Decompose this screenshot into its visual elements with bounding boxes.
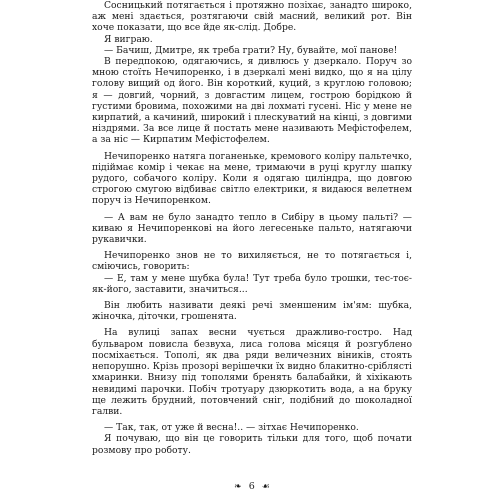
paragraph-10: На вулиці запах весни чується дражливо-гостро. Над бульваром повисла безвуха, лиса голова місяця й розгублено посміхається. Тополі, як два ряди величезних віників, стоять непорушно. Крізь прозорі верішечки їх видно блакитно-сріблясті хмаринки. Внизу під тополями бренять балабайки, й хіхікають невидимі парочки. Побіч тротуару дзюркотить вода, а на бруку ще лежить брудний, потовчений сніг, подібний до шоколадної галви. [92, 327, 412, 417]
fleuron-left-icon: ❧ [234, 482, 242, 492]
paragraph-9: Він любить називати деякі речі зменшеним ім'ям: шубка, жіночка, діточки, грошенята. [92, 300, 412, 323]
paragraph-4: В передпокою, одягаючись, я дивлюсь у дзеркало. Поруч зо мною стоїть Нечипоренко, і в дзеркалі мені видко, що я на цілу голову вищий од його. Він короткий, куций, з круглою головою; я — довгий, чорний, з довгастим лицем, гострою борідкою й густими бровима, похожими на дві лохматі гусені. Ніс у мене не кирпатий, а качиний, широкий і плескуватий на кінці, з довгими ніздрями. За все лице й постать мене називають Мефістофелем, а за ніс — Кирпатим Мефістофелем. [92, 56, 412, 146]
paragraph-1: Сосницький потягається і протяжно позіхає, занадто широко, аж мені здається, розтягаючи свій масний, великий рот. Він хоче показати, що все йде як-слід. Добре. [92, 0, 412, 34]
paragraph-5: Нечипоренко натяга поганеньке, кремового коліру пальтечко, підіймає комір і чекає на мене, тримаючи в руці круглу шапку рудого, собачого коліру. Коли я одягаю циліндра, що довгою строгою смугою відбиває світло електрики, я видаюся велетнем поруч із Нечипоренком. [92, 150, 412, 207]
paragraph-8: — Е, там у мене шубка була! Тут треба було трошки, тес-тоє-як-його, заставити, значиться... [92, 272, 412, 295]
document-page [92, 0, 412, 500]
paragraph-3: — Бачиш, Дмитре, як треба грати? Ну, бувайте, мої панове! [104, 44, 398, 56]
paragraph-12: Я почуваю, що він це говорить тільки для того, щоб почати розмову про роботу. [92, 433, 412, 456]
page-footer [92, 481, 412, 493]
paragraph-11: — Так, так, от уже й весна!.. — зітхає Нечипоренко. [104, 422, 359, 434]
paragraph-2: Я виграю. [104, 33, 153, 45]
page-number: 6 [248, 481, 255, 492]
paragraph-7: Нечипоренко знов не то вихиляється, не то потягається і, сміючись, говорить: [92, 250, 412, 273]
paragraph-6: — А вам не було занадто тепло в Сибіру в цьому пальті? — киваю я Нечипоренкові на його легесеньке пальто, натягаючи рукавички. [92, 211, 412, 246]
fleuron-right-icon: ☙ [261, 482, 270, 492]
